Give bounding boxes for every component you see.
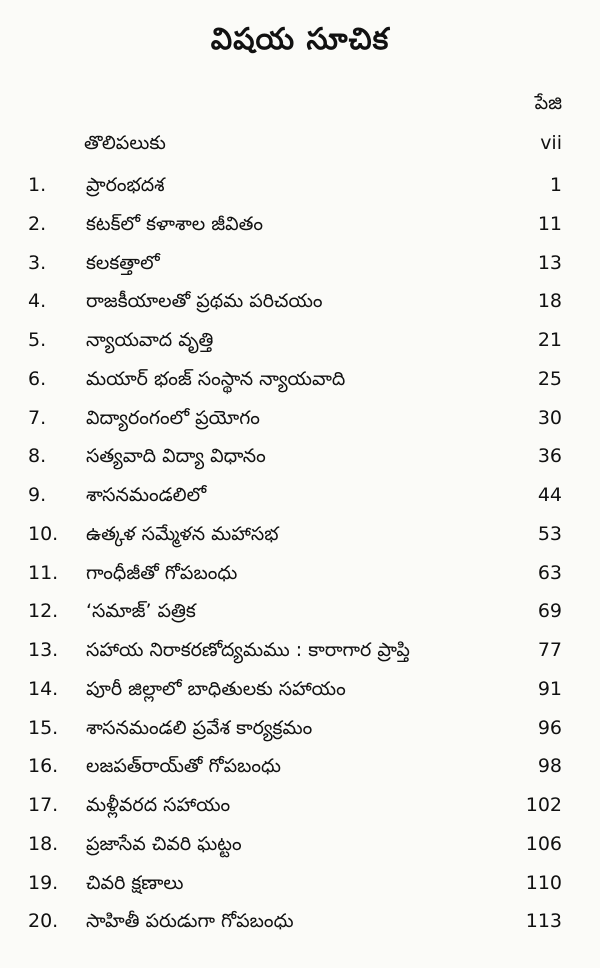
toc-entry-page: 13 <box>537 251 562 274</box>
toc-entry-page: 30 <box>537 406 562 429</box>
toc-entry-title: ప్రారంభదశ <box>86 174 165 196</box>
toc-entry-title: శాసనమండలి ప్రవేశ కార్యక్రమం <box>86 716 313 739</box>
toc-entry-page: 11 <box>537 212 562 235</box>
toc-entry-number: 17. <box>28 794 59 816</box>
toc-entry-page: 98 <box>537 755 562 778</box>
toc-entry-number: 3. <box>28 251 47 274</box>
toc-entry-title: కటక్‌లో కళాశాల జీవితం <box>86 212 264 235</box>
toc-entry-title: చివరి క్షణాలు <box>86 871 184 894</box>
toc-entry-page: 102 <box>525 794 562 816</box>
toc-row <box>0 439 600 477</box>
toc-entry-number: 20. <box>28 910 59 933</box>
toc-entry-number: 8. <box>28 445 47 468</box>
toc-row <box>0 284 600 322</box>
toc-entry-number: 9. <box>28 484 47 506</box>
toc-row <box>0 556 600 594</box>
toc-entry-title: శాసనమండలిలో <box>86 484 207 506</box>
toc-row <box>0 401 600 439</box>
toc-entry-number: 13. <box>28 639 59 661</box>
toc-entry-page: 18 <box>537 290 562 313</box>
toc-entry-page: 91 <box>537 677 562 700</box>
toc-entry-page: vii <box>540 132 562 154</box>
toc-row <box>0 362 600 400</box>
toc-entry-number: 14. <box>28 677 59 700</box>
toc-entry-number: 16. <box>28 755 59 778</box>
toc-row <box>0 866 600 904</box>
toc-row-preface <box>0 126 600 164</box>
toc-row <box>0 207 600 245</box>
toc-row <box>0 633 600 671</box>
toc-entry-page: 63 <box>537 561 562 584</box>
toc-row <box>0 827 600 865</box>
toc-entry-number: 7. <box>28 406 47 429</box>
toc-entry-title: కలకత్తాలో <box>86 251 160 274</box>
toc-row <box>0 478 600 516</box>
toc-row <box>0 788 600 826</box>
toc-entry-number: 11. <box>28 561 59 584</box>
toc-entry-page: 25 <box>537 367 562 390</box>
toc-row <box>0 323 600 361</box>
toc-entry-page: 1 <box>549 174 562 196</box>
toc-entry-number: 12. <box>28 600 59 623</box>
toc-entry-page: 106 <box>525 832 562 855</box>
toc-entry-page: 110 <box>525 871 562 894</box>
toc-entry-page: 36 <box>537 445 562 468</box>
toc-entry-page: 96 <box>537 716 562 739</box>
toc-entry-title: న్యాయవాద వృత్తి <box>86 329 214 351</box>
toc-entry-title: ప్రజాసేవ చివరి ఘట్టం <box>86 832 242 855</box>
toc-entry-number: 2. <box>28 212 47 235</box>
toc-entry-title: ఉత్కళ సమ్మేళన మహాసభ <box>86 522 279 545</box>
toc-entry-title: సత్యవాది విద్యా విధానం <box>86 445 266 468</box>
toc-row <box>0 246 600 284</box>
page-column-header: పేజి <box>534 92 562 114</box>
toc-entry-number: 1. <box>28 174 47 196</box>
toc-row <box>0 749 600 787</box>
toc-entry-number: 15. <box>28 716 59 739</box>
toc-entry-title: మయార్ భంజ్ సంస్థాన న్యాయవాది <box>86 367 346 390</box>
page-title: విషయ సూచిక <box>210 22 390 57</box>
toc-entry-title: ‘సమాజ్’ పత్రిక <box>86 600 196 623</box>
toc-entry-title: తొలిపలుకు <box>84 132 166 154</box>
toc-entry-title: పూరీ జిల్లాలో బాధితులకు సహాయం <box>86 677 346 700</box>
toc-entry-number: 10. <box>28 522 59 545</box>
toc-entry-title: రాజకీయాలతో ప్రథమ పరిచయం <box>86 290 323 313</box>
toc-row <box>0 904 600 942</box>
toc-row <box>0 517 600 555</box>
toc-entry-page: 69 <box>537 600 562 623</box>
toc-entry-title: సాహితీ పరుడుగా గోపబంధు <box>86 910 294 933</box>
toc-entry-page: 44 <box>537 484 562 506</box>
toc-entry-title: సహాయ నిరాకరణోద్యమము : కారాగార ప్రాప్తి <box>86 639 410 661</box>
toc-entry-number: 4. <box>28 290 47 313</box>
toc-entry-title: విద్యారంగంలో ప్రయోగం <box>86 406 260 429</box>
toc-entry-number: 5. <box>28 329 47 351</box>
toc-entry-number: 18. <box>28 832 59 855</box>
toc-row <box>0 672 600 710</box>
toc-entry-page: 113 <box>525 910 562 933</box>
toc-entry-page: 21 <box>537 329 562 351</box>
toc-entry-number: 19. <box>28 871 59 894</box>
toc-entry-page: 77 <box>537 639 562 661</box>
toc-entry-title: గాంధీజీతో గోపబంధు <box>86 561 238 584</box>
toc-entry-page: 53 <box>537 522 562 545</box>
toc-row <box>0 711 600 749</box>
toc-row <box>0 594 600 632</box>
toc-entry-title: లజపత్‌రాయ్‌తో గోపబంధు <box>86 755 281 778</box>
toc-entry-title: మళ్లీవరద సహాయం <box>86 794 231 816</box>
toc-entry-number: 6. <box>28 367 47 390</box>
toc-row <box>0 168 600 206</box>
